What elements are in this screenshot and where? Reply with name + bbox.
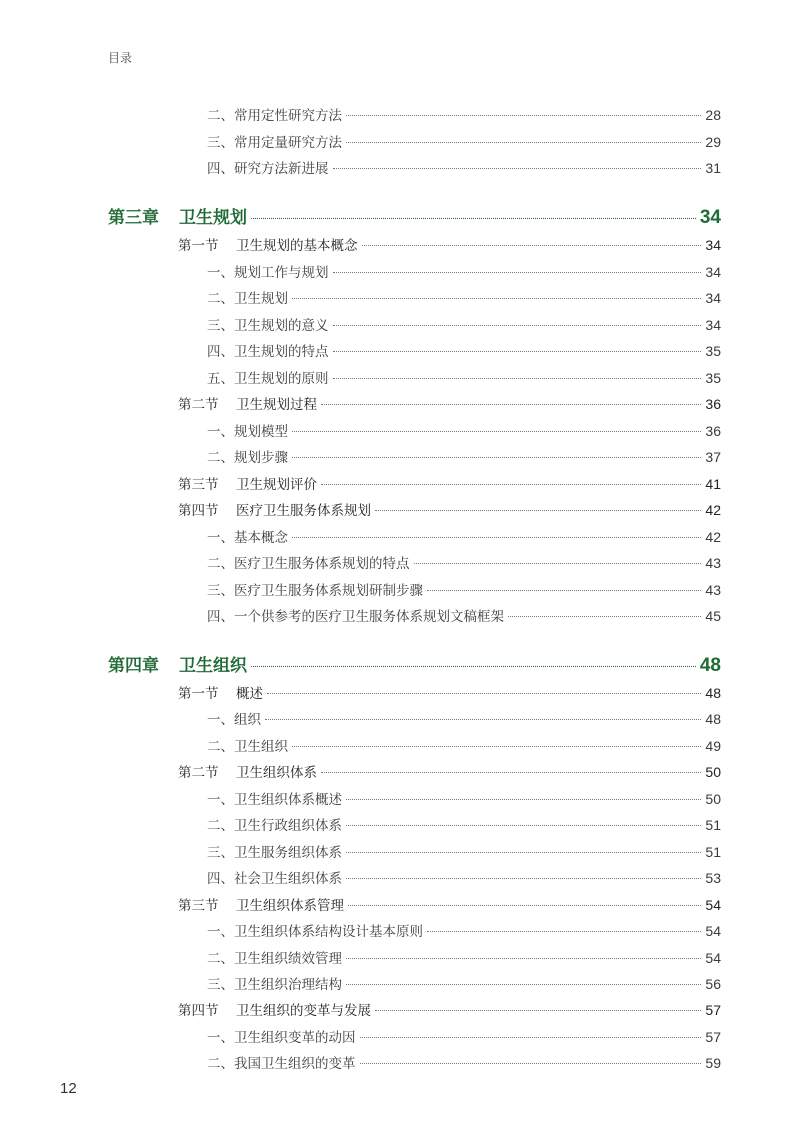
toc-item-label: 一、卫生组织体系结构设计基本原则 — [207, 924, 423, 940]
chapter-name: 卫生组织 — [179, 656, 247, 676]
toc-item[interactable] — [207, 1026, 721, 1046]
toc-item[interactable] — [207, 841, 721, 861]
section-name: 卫生组织的变革与发展 — [236, 1003, 371, 1019]
toc-page-number: 42 — [705, 502, 721, 518]
toc-item[interactable] — [207, 973, 721, 993]
toc-item[interactable] — [207, 579, 721, 599]
section-number: 第四节 — [178, 1003, 219, 1019]
section-number: 第二节 — [178, 397, 219, 413]
toc-page-number: 59 — [705, 1055, 721, 1071]
section-name: 卫生规划过程 — [236, 397, 317, 413]
section-heading[interactable] — [178, 499, 721, 519]
toc-item[interactable] — [207, 920, 721, 940]
section-title — [178, 761, 317, 781]
toc-page-number: 35 — [705, 370, 721, 386]
dot-leader — [346, 115, 701, 116]
chapter-number: 第四章 — [108, 656, 159, 676]
chapter-title — [108, 651, 247, 676]
section-title — [178, 473, 317, 493]
dot-leader — [508, 616, 701, 617]
dot-leader — [346, 852, 701, 853]
toc-page-number: 41 — [705, 476, 721, 492]
toc-item[interactable] — [207, 420, 721, 440]
toc-page-number: 56 — [705, 976, 721, 992]
toc-item-label: 一、基本概念 — [207, 530, 288, 546]
section-number: 第三节 — [178, 477, 219, 493]
dot-leader — [333, 378, 702, 379]
toc-item-label: 二、卫生行政组织体系 — [207, 818, 342, 834]
toc-page-number: 34 — [705, 317, 721, 333]
section-title — [178, 499, 371, 519]
toc-item[interactable] — [207, 947, 721, 967]
toc-item[interactable] — [207, 104, 721, 124]
dot-leader — [346, 878, 701, 879]
toc-page-number: 48 — [705, 711, 721, 727]
dot-leader — [333, 351, 702, 352]
toc-page-number: 34 — [705, 237, 721, 253]
chapter-heading-4[interactable] — [108, 651, 721, 677]
toc-page-number: 57 — [705, 1029, 721, 1045]
toc-item-label: 四、卫生规划的特点 — [207, 344, 329, 360]
toc-page-number: 49 — [705, 738, 721, 754]
toc-item[interactable] — [207, 314, 721, 334]
toc-page-number: 36 — [705, 423, 721, 439]
section-number: 第二节 — [178, 765, 219, 781]
dot-leader — [348, 905, 701, 906]
toc-item[interactable] — [207, 1052, 721, 1072]
toc-item[interactable] — [207, 735, 721, 755]
toc-page-number: 50 — [705, 791, 721, 807]
dot-leader — [346, 799, 701, 800]
section-title — [178, 682, 263, 702]
section-heading[interactable] — [178, 682, 721, 702]
toc-item-label: 二、规划步骤 — [207, 450, 288, 466]
dot-leader — [267, 693, 701, 694]
dot-leader — [362, 245, 702, 246]
toc-item-label: 二、卫生组织 — [207, 739, 288, 755]
dot-leader — [375, 1010, 701, 1011]
section-heading[interactable] — [178, 473, 721, 493]
chapter-number: 第三章 — [108, 208, 159, 228]
chapter-page-number: 34 — [699, 207, 721, 228]
toc-item[interactable] — [207, 446, 721, 466]
section-heading[interactable] — [178, 894, 721, 914]
page-number: 12 — [60, 1080, 77, 1097]
toc-item-label: 二、卫生规划 — [207, 291, 288, 307]
toc-page-number: 57 — [705, 1002, 721, 1018]
running-head: 目录 — [108, 51, 133, 65]
dot-leader — [333, 325, 702, 326]
section-name: 卫生规划的基本概念 — [236, 238, 358, 254]
toc-page-number: 51 — [705, 817, 721, 833]
toc-item[interactable] — [207, 287, 721, 307]
toc-item[interactable] — [207, 157, 721, 177]
toc-item-label: 一、组织 — [207, 712, 261, 728]
chapter-title — [108, 203, 247, 228]
toc-item-label: 五、卫生规划的原则 — [207, 371, 329, 387]
section-title — [178, 894, 344, 914]
dot-leader — [346, 825, 701, 826]
toc-page-number: 34 — [705, 264, 721, 280]
dot-leader — [333, 272, 702, 273]
dot-leader — [321, 772, 701, 773]
dot-leader — [251, 218, 696, 219]
toc-item-label: 二、医疗卫生服务体系规划的特点 — [207, 556, 410, 572]
toc-page-number: 37 — [705, 449, 721, 465]
dot-leader — [360, 1063, 702, 1064]
dot-leader — [292, 746, 701, 747]
toc-item[interactable] — [207, 814, 721, 834]
dot-leader — [265, 719, 701, 720]
toc-item-label: 三、医疗卫生服务体系规划研制步骤 — [207, 583, 423, 599]
dot-leader — [321, 404, 701, 405]
toc-page-number: 29 — [705, 134, 721, 150]
toc-page-number: 43 — [705, 582, 721, 598]
section-title — [178, 999, 371, 1019]
dot-leader — [360, 1037, 702, 1038]
section-name: 卫生组织体系管理 — [236, 898, 344, 914]
toc-item-label: 一、规划工作与规划 — [207, 265, 329, 281]
toc-item-label: 二、常用定性研究方法 — [207, 108, 342, 124]
toc-page-number: 42 — [705, 529, 721, 545]
toc-page-number: 54 — [705, 950, 721, 966]
toc-item[interactable] — [207, 867, 721, 887]
toc-item[interactable] — [207, 131, 721, 151]
toc-item-label: 三、卫生组织治理结构 — [207, 977, 342, 993]
toc-item[interactable] — [207, 788, 721, 808]
dot-leader — [414, 563, 702, 564]
dot-leader — [427, 590, 701, 591]
dot-leader — [292, 537, 701, 538]
toc-page-number: 35 — [705, 343, 721, 359]
section-heading[interactable] — [178, 234, 721, 254]
toc-page-number: 48 — [705, 685, 721, 701]
dot-leader — [251, 666, 696, 667]
dot-leader — [346, 142, 701, 143]
section-name: 概述 — [236, 686, 263, 702]
toc-page-number: 50 — [705, 764, 721, 780]
toc-item-label: 二、卫生组织绩效管理 — [207, 951, 342, 967]
dot-leader — [292, 431, 701, 432]
dot-leader — [292, 457, 701, 458]
dot-leader — [427, 931, 701, 932]
toc-item-label: 三、卫生规划的意义 — [207, 318, 329, 334]
section-title — [178, 234, 358, 254]
toc-item-label: 一、卫生组织体系概述 — [207, 792, 342, 808]
toc-item[interactable] — [207, 605, 721, 625]
toc-item-label: 一、规划模型 — [207, 424, 288, 440]
toc-item[interactable] — [207, 708, 721, 728]
dot-leader — [346, 984, 701, 985]
chapter-page-number: 48 — [699, 655, 721, 676]
chapter-name: 卫生规划 — [179, 208, 247, 228]
toc-page-number: 51 — [705, 844, 721, 860]
toc-item[interactable] — [207, 526, 721, 546]
section-heading[interactable] — [178, 393, 721, 413]
toc-page-number: 28 — [705, 107, 721, 123]
toc-page-number: 53 — [705, 870, 721, 886]
toc-item-label: 四、研究方法新进展 — [207, 161, 329, 177]
dot-leader — [333, 168, 702, 169]
toc-item-label: 二、我国卫生组织的变革 — [207, 1056, 356, 1072]
section-name: 卫生规划评价 — [236, 477, 317, 493]
chapter-heading-3[interactable] — [108, 203, 721, 229]
section-number: 第一节 — [178, 686, 219, 702]
toc-page-number: 54 — [705, 923, 721, 939]
toc-page-number: 54 — [705, 897, 721, 913]
toc-item[interactable] — [207, 340, 721, 360]
toc-page-number: 34 — [705, 290, 721, 306]
toc-page-number: 45 — [705, 608, 721, 624]
section-name: 卫生组织体系 — [236, 765, 317, 781]
dot-leader — [292, 298, 701, 299]
toc-item-label: 四、社会卫生组织体系 — [207, 871, 342, 887]
section-number: 第三节 — [178, 898, 219, 914]
section-title — [178, 393, 317, 413]
toc-page-number: 31 — [705, 160, 721, 176]
dot-leader — [375, 510, 701, 511]
section-name: 医疗卫生服务体系规划 — [236, 503, 371, 519]
dot-leader — [346, 958, 701, 959]
toc-item[interactable] — [207, 552, 721, 572]
toc-item[interactable] — [207, 261, 721, 281]
toc-page-number: 36 — [705, 396, 721, 412]
toc-item-label: 三、卫生服务组织体系 — [207, 845, 342, 861]
toc-item-label: 三、常用定量研究方法 — [207, 135, 342, 151]
dot-leader — [321, 484, 701, 485]
section-heading[interactable] — [178, 999, 721, 1019]
toc-page-number: 43 — [705, 555, 721, 571]
toc-item-label: 四、一个供参考的医疗卫生服务体系规划文稿框架 — [207, 609, 504, 625]
section-number: 第一节 — [178, 238, 219, 254]
section-number: 第四节 — [178, 503, 219, 519]
toc-item-label: 一、卫生组织变革的动因 — [207, 1030, 356, 1046]
toc-item[interactable] — [207, 367, 721, 387]
section-heading[interactable] — [178, 761, 721, 781]
